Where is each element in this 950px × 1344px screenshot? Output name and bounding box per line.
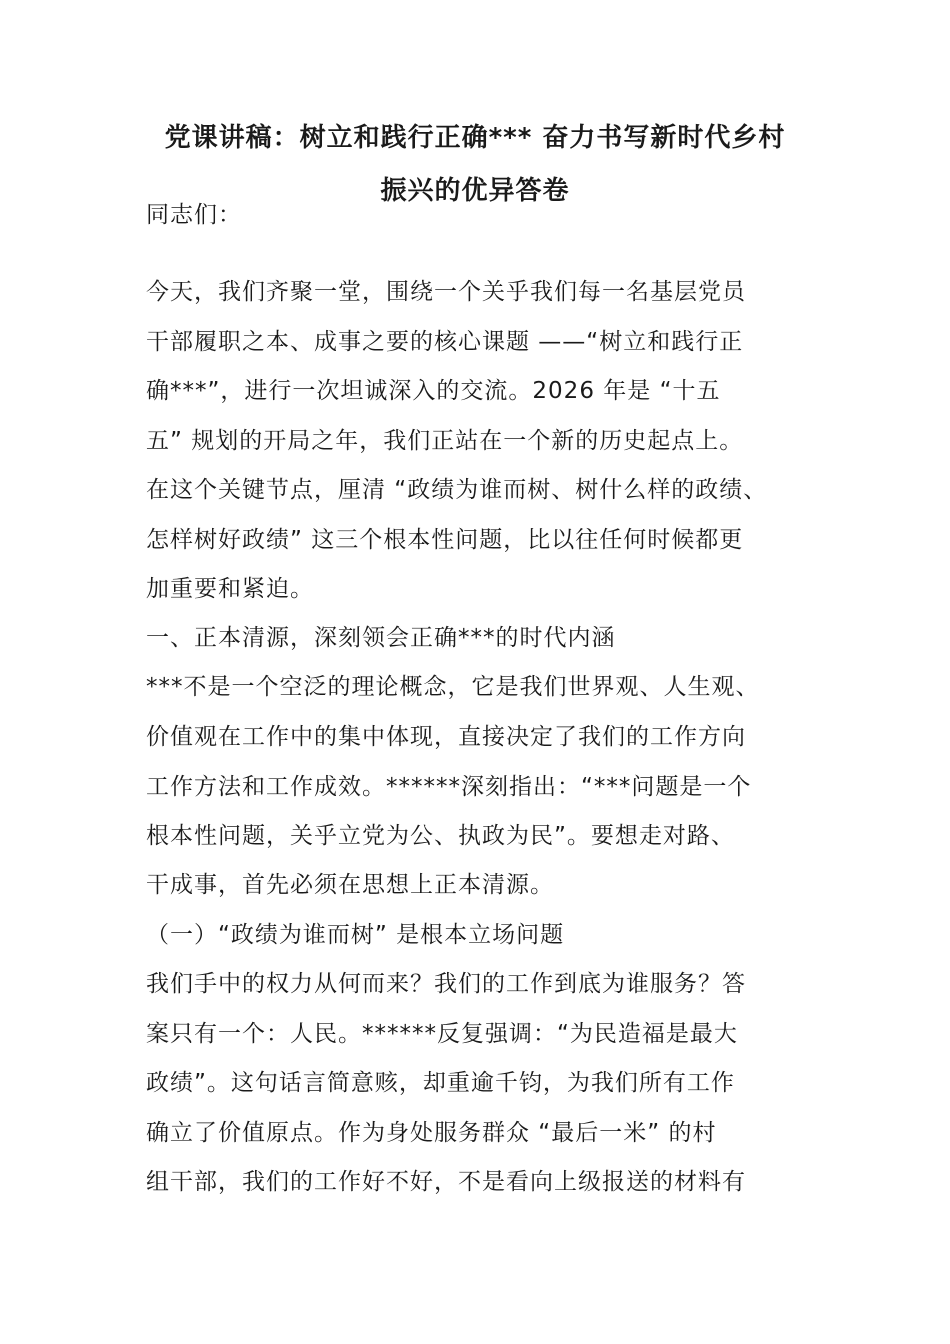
title-line-2: 振兴的优异答卷 [380,176,570,206]
body-line: 五” 规划的开局之年，我们正站在一个新的历史起点上。 [146,428,744,454]
body-line: 在这个关键节点，厘清 “政绩为谁而树、树什么样的政绩、 [146,477,768,503]
body-line: 案只有一个：人民。******反复强调：“为民造福是最大 [146,1021,738,1047]
body-line: 价值观在工作中的集中体现，直接决定了我们的工作方向 [146,724,746,750]
body-line: 确立了价值原点。作为身处服务群众 “最后一米” 的村 [146,1120,717,1146]
section-heading: 一、正本清源，深刻领会正确***的时代内涵 [146,625,616,651]
body-line: 政绩”。这句话言简意赅，却重逾千钧，为我们所有工作 [146,1070,735,1096]
body-line: 干部履职之本、成事之要的核心课题 ——“树立和践行正 [146,329,744,355]
subsection-heading: （一）“政绩为谁而树” 是根本立场问题 [146,922,565,948]
body-line: 我们手中的权力从何而来？我们的工作到底为谁服务？答 [146,971,746,997]
body-line: 今天，我们齐聚一堂，围绕一个关乎我们每一名基层党员 [146,279,746,305]
title-line-1: 党课讲稿：树立和践行正确*** 奋力书写新时代乡村 [164,123,786,153]
body-line: ***不是一个空泛的理论概念，它是我们世界观、人生观、 [146,674,760,700]
body-line: 干成事，首先必须在思想上正本清源。 [146,872,554,898]
body-line: 工作方法和工作成效。******深刻指出：“***问题是一个 [146,774,752,800]
body-line: 组干部，我们的工作好不好，不是看向上级报送的材料有 [146,1169,746,1195]
salutation: 同志们： [146,202,242,228]
body-line: 加重要和紧迫。 [146,576,314,602]
body-line: 确***”，进行一次坦诚深入的交流。2026 年是 “十五 [146,378,721,404]
body-line: 怎样树好政绩” 这三个根本性问题，比以往任何时候都更 [146,527,744,553]
body-line: 根本性问题，关乎立党为公、执政为民”。要想走对路、 [146,823,735,849]
